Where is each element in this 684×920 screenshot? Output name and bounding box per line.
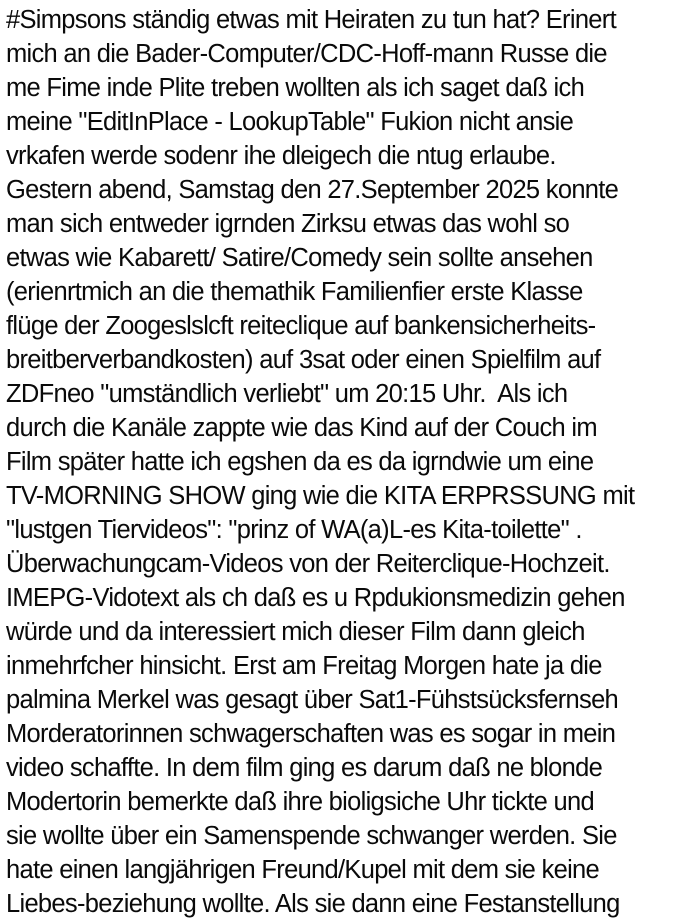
text-line: (erienrtmich an die themathik Familienfier erste Klasse <box>6 278 583 306</box>
text-line: breitberverbandkosten) auf 3sat oder einen Spielfilm auf <box>6 346 601 374</box>
text-line: Gestern abend, Samstag den 27.September 2025 konnte <box>6 176 619 204</box>
document-text <box>6 3 684 920</box>
text-line: "lustgen Tiervideos": "prinz of WA(a)L-es Kita-toilette" . <box>6 516 582 544</box>
text-line: Morderatorinnen schwagerschaften was es sogar in mein <box>6 720 616 748</box>
text-line: etwas wie Kabarett/ Satire/Comedy sein sollte ansehen <box>6 244 593 272</box>
text-line: #Simpsons ständig etwas mit Heiraten zu tun hat? Erinert <box>6 6 616 34</box>
text-line: video schaffte. In dem film ging es darum daß ne blonde <box>6 754 603 782</box>
text-line: TV-MORNING SHOW ging wie die KITA ERPRSSUNG mit <box>6 482 635 510</box>
text-line: Liebes-beziehung wollte. Als sie dann eine Festanstellung <box>6 890 620 918</box>
text-line: Überwachungcam-Videos von der Reiterclique-Hochzeit. <box>6 550 610 578</box>
text-line: vrkafen werde sodenr ihe dleigech die ntug erlaube. <box>6 142 556 170</box>
text-line: IMEPG-Vidotext als ch daß es u Rpdukionsmedizin gehen <box>6 584 625 612</box>
text-line: sie wollte über ein Samenspende schwanger werden. Sie <box>6 822 617 850</box>
text-line: würde und da interessiert mich dieser Film dann gleich <box>6 618 585 646</box>
text-line: palmina Merkel was gesagt über Sat1-Fühstsücksfernseh <box>6 686 619 714</box>
text-line: durch die Kanäle zappte wie das Kind auf der Couch im <box>6 414 597 442</box>
text-line: man sich entweder igrnden Zirksu etwas das wohl so <box>6 210 570 238</box>
text-line: ZDFneo "umständlich verliebt" um 20:15 Uhr. Als ich <box>6 380 568 408</box>
text-line: hate einen langjährigen Freund/Kupel mit dem sie keine <box>6 856 600 884</box>
text-line: Modertorin bemerkte daß ihre bioligsiche Uhr tickte und <box>6 788 594 816</box>
text-line: inmehrfcher hinsicht. Erst am Freitag Morgen hate ja die <box>6 652 602 680</box>
text-line: flüge der Zoogeslslcft reiteclique auf bankensicherheits- <box>6 312 596 340</box>
text-line: mich an die Bader-Computer/CDC-Hoff-mann Russe die <box>6 40 607 68</box>
text-line: meine "EditInPlace - LookupTable" Fukion nicht ansie <box>6 108 574 136</box>
text-line: me Fime inde Plite treben wollten als ich saget daß ich <box>6 74 585 102</box>
text-line: Film später hatte ich egshen da es da igrndwie um eine <box>6 448 594 476</box>
